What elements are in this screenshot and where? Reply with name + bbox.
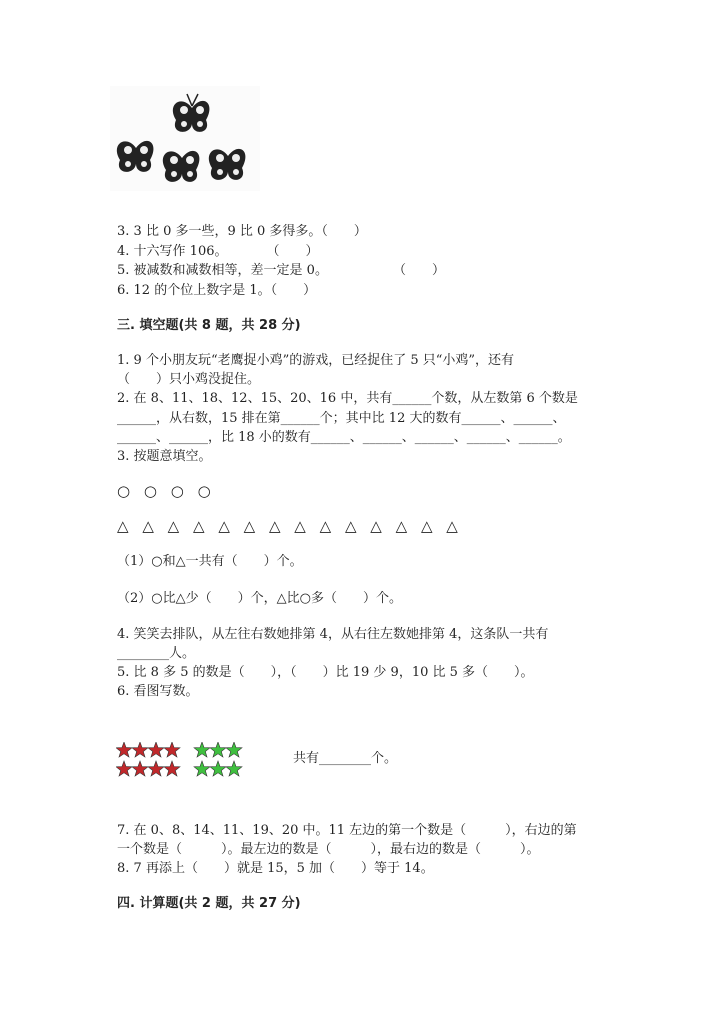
- triangle-shape: △: [142, 517, 154, 535]
- triangle-shape: △: [446, 517, 458, 535]
- question-3-part-1: （1）○和△一共有（ ）个。: [117, 554, 303, 569]
- green-star-icon: [210, 761, 226, 776]
- question-3: 3. 按题意填空。: [117, 449, 212, 464]
- question-4-line-2: ________人。: [117, 646, 196, 661]
- triangle-shape: △: [117, 517, 129, 535]
- triangle-shape: △: [243, 517, 256, 535]
- green-star-icon: [194, 761, 210, 776]
- question-3-part-2: （2）○比△少（ ）个，△比○多（ ）个。: [117, 591, 402, 606]
- judge-item-3: 3. 3 比 0 多一些，9 比 0 多得多。（ ）: [117, 224, 367, 239]
- triangle-shape: △: [395, 517, 408, 535]
- question-5: 5. 比 8 多 5 的数是（ ），（ ）比 19 少 9，10 比 5 多（ ）。: [117, 665, 534, 680]
- butterflies-image: [110, 86, 260, 191]
- question-6: 6. 看图写数。: [117, 684, 199, 699]
- green-star-icon: [226, 761, 242, 776]
- question-2-line-1: 2. 在 8、11、18、12、15、20、16 中，共有______个数，从左数第 6 个数是: [117, 391, 578, 406]
- triangle-shape: △: [167, 517, 180, 535]
- red-star-icon: [148, 761, 164, 776]
- circles-row: [117, 482, 220, 500]
- question-4-line-1: 4. 笑笑去排队，从左往右数她排第 4，从右往左数她排第 4，这条队一共有: [117, 627, 549, 642]
- triangle-shape: △: [268, 517, 281, 535]
- triangle-shape: △: [370, 517, 382, 535]
- red-star-icon: [116, 761, 132, 776]
- triangles-row: [117, 517, 467, 535]
- triangle-shape: △: [192, 517, 205, 535]
- judge-item-6: 6. 12 的个位上数字是 1。（ ）: [117, 283, 317, 298]
- red-star-icon: [132, 761, 148, 776]
- green-star-icon: [226, 742, 242, 757]
- stars-image: [116, 742, 246, 780]
- question-2-line-2: ______，从右数，15 排在第______个；其中比 12 大的数有______、______、: [117, 411, 566, 426]
- green-star-icon: [210, 742, 226, 757]
- triangle-shape: △: [420, 517, 433, 535]
- circle-shape: ○: [170, 482, 184, 500]
- circle-shape: ○: [197, 482, 211, 500]
- red-star-icon: [148, 742, 164, 757]
- red-star-icon: [164, 742, 180, 757]
- circle-shape: ○: [117, 482, 131, 500]
- section-heading-3: 三. 填空题(共 8 题，共 28 分): [117, 318, 301, 333]
- triangle-shape: △: [218, 517, 230, 535]
- question-6-answer: 共有________个。: [293, 751, 398, 766]
- question-2-line-3: ______、______，比 18 小的数有______、______、______、______、______。: [117, 430, 571, 445]
- circle-shape: ○: [143, 482, 157, 500]
- question-1-line-2: （ ）只小鸡没捉住。: [117, 372, 261, 387]
- judge-item-4: 4. 十六写作 106。 （ ）: [117, 244, 319, 259]
- red-star-icon: [164, 761, 180, 776]
- red-star-icon: [116, 742, 132, 757]
- section-heading-4: 四. 计算题(共 2 题，共 27 分): [117, 896, 301, 911]
- question-7-line-2: 一个数是（ ）。最左边的数是（ ），最右边的数是（ ）。: [117, 842, 540, 857]
- triangle-shape: △: [319, 517, 332, 535]
- question-8: 8. 7 再添上（ ）就是 15，5 加（ ）等于 14。: [117, 861, 434, 876]
- green-star-icon: [194, 742, 210, 757]
- judge-item-5: 5. 被减数和减数相等，差一定是 0。 （ ）: [117, 263, 445, 278]
- red-star-icon: [132, 742, 148, 757]
- question-1-line-1: 1. 9 个小朋友玩“老鹰捉小鸡”的游戏，已经捉住了 5 只“小鸡”，还有: [117, 353, 515, 368]
- triangle-shape: △: [344, 517, 357, 535]
- triangle-shape: △: [294, 517, 306, 535]
- question-7-line-1: 7. 在 0、8、14、11、19、20 中。11 左边的第一个数是（ ），右边的第: [117, 823, 577, 838]
